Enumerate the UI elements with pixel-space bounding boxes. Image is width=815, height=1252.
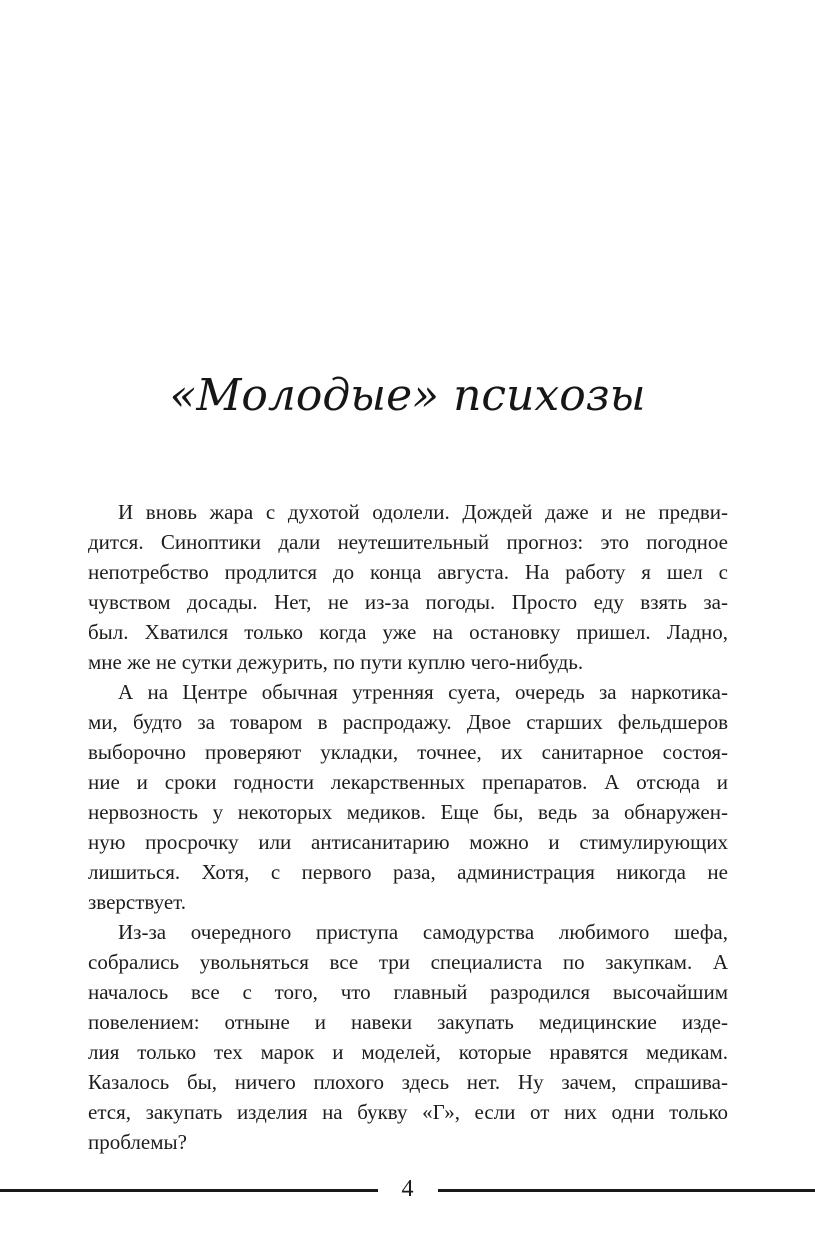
text-line: А на Центре обычная утренняя суета, очередь за наркотика- — [118, 680, 728, 704]
footer-rule-right — [438, 1189, 815, 1192]
text-line: ную просрочку или антисанитарию можно и стимулирующих — [88, 830, 728, 854]
text-line: собрались увольняться все три специалиста по закупкам. А — [88, 950, 728, 974]
text-line: Из-за очередного приступа самодурства любимого шефа, — [118, 920, 728, 944]
text-line: повелением: отныне и навеки закупать медицинские изде- — [88, 1010, 728, 1034]
text-line: Казалось бы, ничего плохого здесь нет. Ну зачем, спрашива- — [88, 1070, 728, 1094]
text-line: началось все с того, что главный разродился высочайшим — [88, 980, 728, 1004]
text-line: чувством досады. Нет, не из-за погоды. Просто еду взять за- — [88, 590, 728, 614]
body-text — [88, 497, 728, 1157]
text-line: лия только тех марок и моделей, которые нравятся медикам. — [88, 1040, 728, 1064]
chapter-title: «Молодые» психозы — [169, 370, 646, 421]
text-line: зверствует. — [88, 890, 186, 914]
text-line: ми, будто за товаром в распродажу. Двое старших фельдшеров — [88, 710, 728, 734]
text-line: И вновь жара с духотой одолели. Дождей даже и не предви- — [118, 500, 728, 524]
text-line: непотребство продлится до конца августа. На работу я шел с — [88, 560, 728, 584]
paragraph — [88, 917, 728, 1157]
text-line: лишиться. Хотя, с первого раза, администрация никогда не — [88, 860, 728, 884]
text-line: ется, закупать изделия на букву «Г», если от них одни только — [88, 1100, 728, 1124]
text-line: мне же не сутки дежурить, по пути куплю чего-нибудь. — [88, 650, 584, 674]
text-line: проблемы? — [88, 1130, 187, 1154]
page-number: 4 — [401, 1176, 414, 1202]
paragraph — [88, 677, 728, 917]
text-line: нервозность у некоторых медиков. Еще бы, ведь за обнаружен- — [88, 800, 728, 824]
text-line: выборочно проверяют укладки, точнее, их санитарное состоя- — [88, 740, 728, 764]
page-footer — [0, 1172, 815, 1208]
paragraph — [88, 497, 728, 677]
text-line: был. Хватился только когда уже на остановку пришел. Ладно, — [88, 620, 728, 644]
text-line: дится. Синоптики дали неутешительный прогноз: это погодное — [88, 530, 728, 554]
text-line: ние и сроки годности лекарственных препаратов. А отсюда и — [88, 770, 728, 794]
footer-rule-left — [0, 1189, 378, 1192]
